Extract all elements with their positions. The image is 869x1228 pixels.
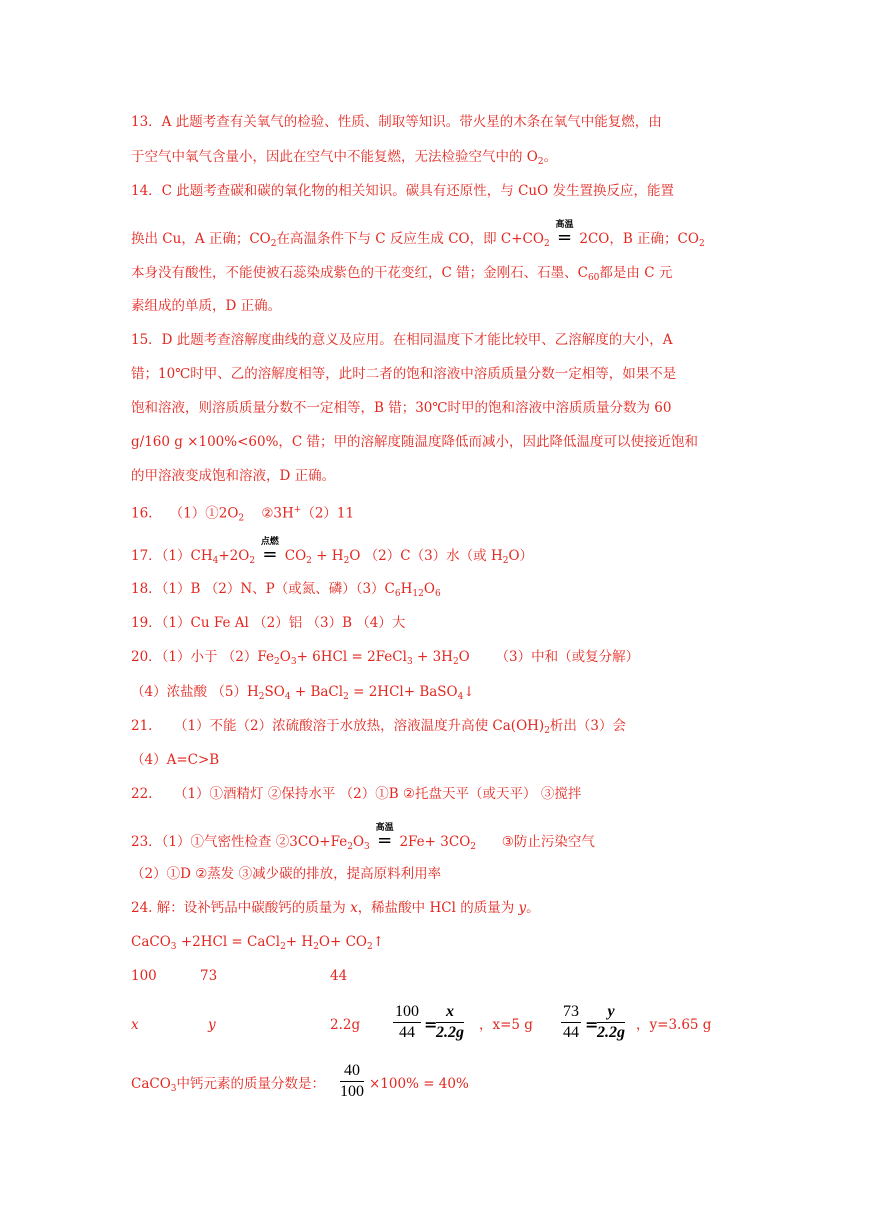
q13-line1: 13．A 此题考查有关氧气的检验、性质、制取等知识。带火星的木条在氧气中能复燃，由 bbox=[131, 114, 662, 130]
q15-line1: 15．D 此题考查溶解度曲线的意义及应用。在相同温度下才能比较甲、乙溶解度的大小，A bbox=[131, 332, 673, 348]
q24-molar-mass-hcl: 73 bbox=[200, 968, 218, 984]
q24-heading: 24. 解：设补钙品中碳酸钙的质量为 x，稀盐酸中 HCl 的质量为 y。 bbox=[131, 900, 540, 916]
fraction-100-44: $\frac{100}{44}$ bbox=[395, 1003, 419, 1041]
equals-sign: = bbox=[424, 1015, 438, 1034]
q23-line1: 23．（1）①气密性检查 $②3CO+Fe_2O_3$ 高温 = $2Fe+ 3CO_2$ ③防止污染空气 bbox=[131, 823, 595, 852]
q14-line4: 素组成的单质，D 正确。 bbox=[131, 298, 282, 314]
q24-calcium-fraction-label: CaCO$_3$中钙元素的质量分数是： bbox=[131, 1076, 326, 1094]
q20-line2: （4）浓盐酸 $(5)H_2SO_4$ + BaCl$_2$ = 2HCl+ BaSO$_4$↓ bbox=[131, 684, 475, 702]
q14-line3: 本身没有酸性，不能使被石蕊染成紫色的干花变红，C 错；金刚石、石墨、$C_{60}$都是由 C 元 bbox=[131, 265, 673, 283]
q13-line2: 于空气中氧气含量小，因此在空气中不能复燃，无法检验空气中的 $O_2$。 bbox=[131, 149, 558, 167]
q15-line3: 饱和溶液，则溶质质量分数不一定相等，B 错；30℃时甲的饱和溶液中溶质质量分数为 60 bbox=[131, 400, 672, 416]
q24-result-y: ，y=3.65 g bbox=[636, 1017, 712, 1033]
q14-line2: 换出 Cu，A 正确；$CO_2$在高温条件下与 C 反应生成 CO，即 $C+CO_2$ 高温 = 2CO，B 正确；$CO_2$ bbox=[131, 220, 705, 249]
q16-line: 16. $(1)①2O_2$ ②3H+（2）11 bbox=[131, 505, 355, 524]
q22-line: 22. （1）①酒精灯 ②保持水平 （2）①B ②托盘天平（或天平） ③搅拌 bbox=[131, 786, 582, 802]
q24-result-x: ，x=5 g bbox=[479, 1017, 533, 1033]
fraction-y-2.2g: $\frac{y}{2.2g}$ bbox=[597, 1003, 625, 1041]
q24-molar-mass-co2: 44 bbox=[330, 968, 348, 984]
q15-line4: g/160 g ×100%<60%，C 错；甲的溶解度随温度降低而减小，因此降低温度可以使接近饱和 bbox=[131, 434, 699, 450]
q15-line2: 错；10℃时甲、乙的溶解度相等，此时二者的饱和溶液中溶质质量分数一定相等，如果不是 bbox=[131, 366, 677, 382]
q18-line: 18．（1）B （2）N、P（或氮、磷）$(3)C_6H_{12}O_6$ bbox=[131, 581, 441, 599]
reaction-condition: 点燃 = bbox=[260, 537, 279, 565]
q24-calcium-result: ×100% = 40% bbox=[369, 1076, 469, 1092]
q21-line1: 21. （1）不能（2）浓硫酸溶于水放热，溶液温度升高使 $Ca(OH)_2$析出（3）会 bbox=[131, 718, 627, 736]
q23-line2: （2）①D ②蒸发 ③减少碳的排放，提高原料利用率 bbox=[131, 866, 442, 882]
q24-equation: CaCO$_3$ +2HCl = CaCl$_2$+ $H_2O+$ $CO_2↑$ bbox=[131, 934, 385, 952]
reaction-condition: 高温 = bbox=[555, 220, 574, 248]
q24-mass-co2: 2.2g bbox=[330, 1017, 361, 1033]
fraction-x-2.2g: $\frac{x}{2.2g}$ bbox=[436, 1003, 464, 1041]
q20-line1: 20．（1）小于 $(2)Fe_2O_3+ 6HCl$ = 2FeCl$_3$ + $3H_2O$ （3）中和（或复分解） bbox=[131, 649, 640, 667]
q24-var-y: y bbox=[208, 1017, 216, 1033]
q21-line2: （4）A=C>B bbox=[131, 752, 220, 768]
fraction-40-100: $\frac{40}{100}$ bbox=[340, 1062, 364, 1100]
q14-line1: 14．C 此题考查碳和碳的氧化物的相关知识。碳具有还原性，与 CuO 发生置换反应，能置 bbox=[131, 183, 674, 199]
fraction-73-44: $\frac{73}{44}$ bbox=[563, 1003, 579, 1041]
q24-molar-mass-row: 100 bbox=[131, 968, 157, 984]
q19-line: 19．（1）Cu Fe Al （2）铝 （3）B （4）大 bbox=[131, 615, 406, 631]
q24-var-x: x bbox=[131, 1017, 139, 1033]
reaction-condition: 高温 = bbox=[375, 823, 394, 851]
equals-sign: = bbox=[585, 1015, 599, 1034]
q17-line: 17．$(1)CH_4+2O_2$ 点燃 = $CO_2 + H_2O$ （2）C（3）水（或 $H_2O$） bbox=[131, 537, 534, 566]
q15-line5: 的甲溶液变成饱和溶液，D 正确。 bbox=[131, 468, 336, 484]
